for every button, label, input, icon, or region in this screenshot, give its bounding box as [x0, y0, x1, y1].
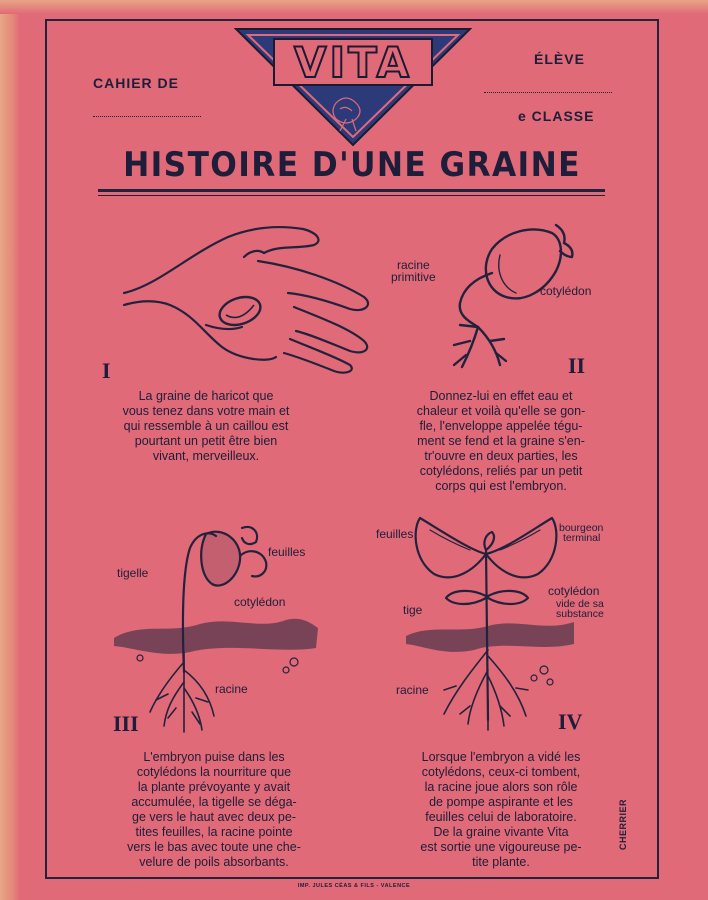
label-primitive-root-line2: primitive [391, 270, 436, 284]
step-2-line: tr'ouvre en deux parties, les [424, 449, 578, 463]
label-terminal-bud-line2: terminal [563, 532, 601, 544]
step-4-line: cotylédons, ceux-ci tombent, [421, 765, 581, 779]
step-1-line: pourtant un petit être bien [134, 434, 278, 448]
label-terminal-bud [559, 523, 603, 543]
class-label: e CLASSE [518, 108, 595, 124]
label-leaves-3: feuilles [268, 545, 306, 559]
label-empty-cotyledon [556, 599, 604, 619]
step-1-line: qui ressemble à un caillou est [123, 419, 289, 433]
label-terminal-bud-line1: bourgeon [559, 522, 604, 534]
label-stem-4: tige [403, 603, 423, 617]
step-3-line: velure de poils absorbants. [139, 855, 289, 869]
step-4-line: de pompe aspirante et les [429, 795, 573, 809]
step-2-line: corps qui est l'embryon. [435, 479, 567, 493]
step-2-line: ment se fend et la graine s'en- [417, 434, 585, 448]
logo-text: VITA [293, 38, 413, 87]
label-primitive-root-line1: racine [396, 258, 430, 272]
label-cotyledon-3: cotylédon [234, 595, 286, 609]
step-numeral-3: III [113, 711, 139, 736]
illustration-hand-with-bean [118, 215, 378, 375]
step-2-line: cotylédons, reliés par un petit [419, 464, 583, 478]
printer-credit: IMP. JULES CÉAS & FILS - VALENCE [297, 883, 411, 889]
step-2-line: chaleur et voilà qu'elle se gon- [416, 404, 586, 418]
step-3-line: tites feuilles, la racine pointe [135, 825, 293, 839]
step-3-line: la plante prévoyante y avait [137, 780, 291, 794]
step-1-line: vivant, merveilleux. [152, 449, 260, 463]
step-2-line: Donnez-lui en effet eau et [429, 389, 573, 403]
notebook-blank-line [93, 116, 201, 117]
step-2-line: fle, l'enveloppe appelée tégu- [419, 419, 583, 433]
label-empty-line1: vide de sa [556, 598, 604, 610]
title-rule-thick [98, 189, 605, 192]
step-1-line: vous tenez dans votre main et [122, 404, 290, 418]
step-numeral-2: II [568, 353, 586, 378]
paper-edge-top [0, 0, 708, 14]
step-text-3 [96, 750, 332, 870]
artist-signature: CHERRIER [618, 798, 628, 850]
step-text-4 [390, 750, 612, 870]
step-text-2 [386, 389, 616, 494]
step-4-line: la racine joue alors son rôle [424, 780, 578, 794]
step-numeral-4: IV [558, 709, 583, 734]
label-empty-line2: substance [556, 608, 604, 620]
step-4-line: Lorsque l'embryon a vidé les [421, 750, 581, 764]
step-3-line: accumulée, la tigelle se déga- [131, 795, 297, 809]
step-3-line: ge vers le haut avec deux pe- [132, 810, 296, 824]
step-4-line: est sortie une vigoureuse pe- [420, 840, 582, 854]
student-label: ÉLÈVE [534, 51, 585, 67]
vita-logo [234, 27, 472, 147]
notebook-label: CAHIER DE [93, 75, 180, 91]
step-numeral-1: I [102, 358, 111, 383]
label-cotyledon-4: cotylédon [548, 584, 600, 598]
label-leaves-4: feuilles [376, 527, 414, 541]
label-root-4: racine [396, 683, 429, 697]
step-4-line: feuilles celui de laboratoire. [425, 810, 577, 824]
paper-edge-left [0, 0, 20, 900]
step-3-line: cotylédons la nourriture que [136, 765, 292, 779]
label-tigelle: tigelle [117, 566, 149, 580]
label-cotyledon-2: cotylédon [540, 284, 592, 298]
step-4-line: De la graine vivante Vita [433, 825, 569, 839]
title-rule-thin [98, 195, 605, 196]
step-4-line: tite plante. [472, 855, 530, 869]
label-root-3: racine [215, 682, 248, 696]
page-title: HISTOIRE D'UNE GRAINE [123, 145, 581, 185]
step-1-line: La graine de haricot que [138, 389, 274, 403]
step-3-line: vers le bas avec toute une che- [127, 840, 301, 854]
label-primitive-root [391, 259, 436, 283]
student-blank-line [484, 92, 612, 93]
step-text-1 [96, 389, 316, 464]
step-3-line: L'embryon puise dans les [143, 750, 285, 764]
bean-icon [216, 292, 264, 330]
